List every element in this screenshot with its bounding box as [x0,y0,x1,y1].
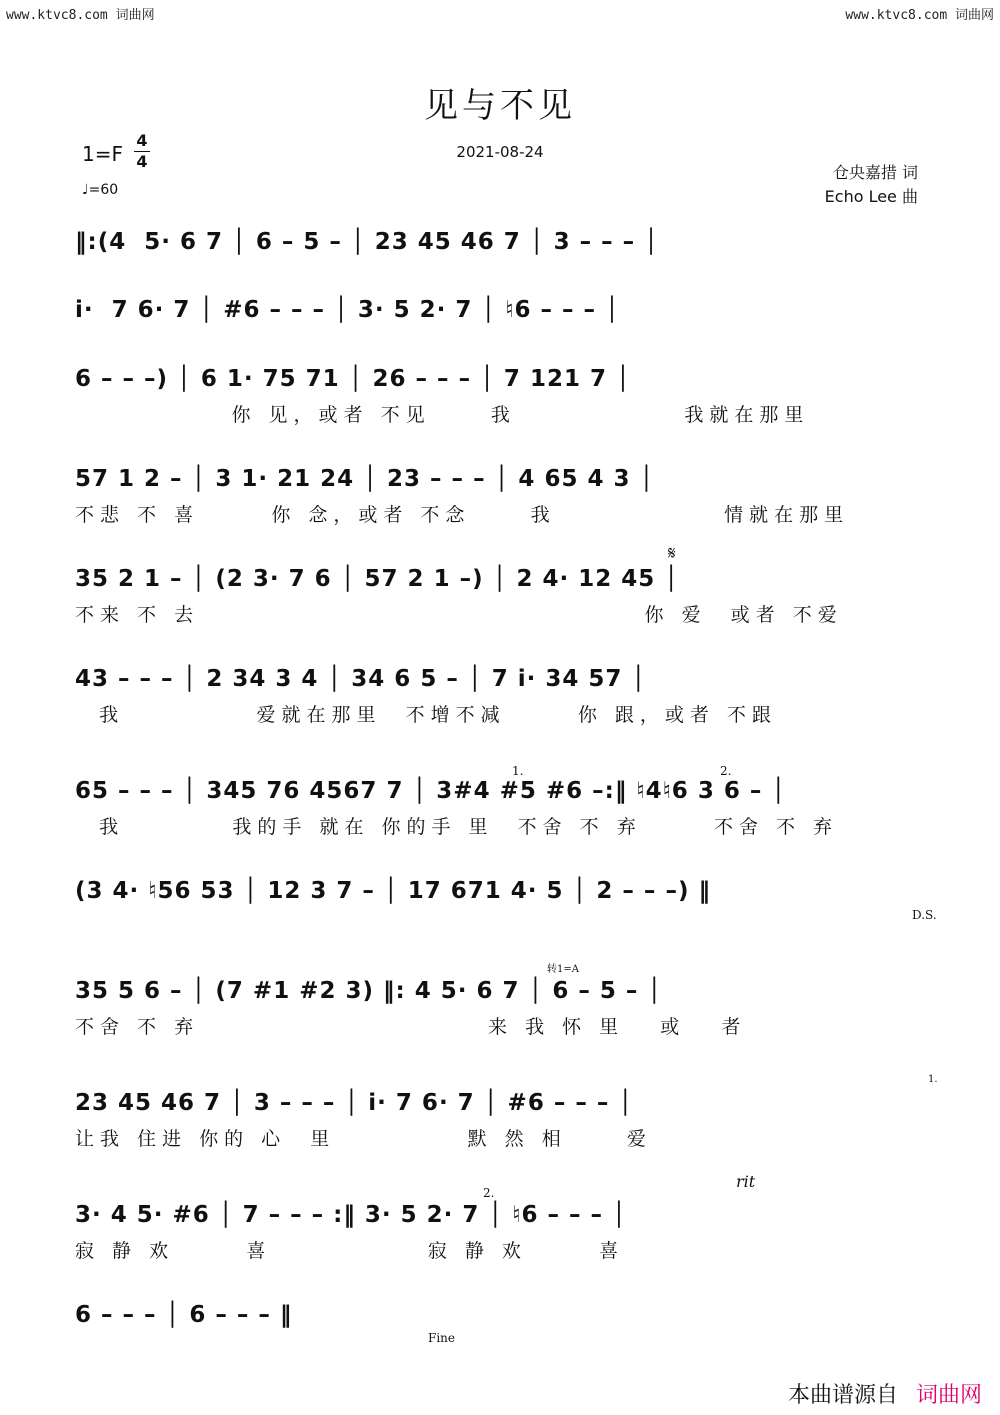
notation-line: 23 45 46 7 │ 3 – – – │ i· 7 6· 7 │ #6 – – – │ [75,1090,634,1116]
notation-line: ‖:(4 5· 6 7 │ 6 – 5 – │ 23 45 46 7 │ 3 – – – │ [75,229,660,255]
tempo-mark: ♩=60 [82,182,119,198]
lyricist-credit: 仓央嘉措 词 [832,163,918,182]
notation-line: 35 5 6 – │ (7 #1 #2 3) ‖: 4 5· 6 7 │ 6 – 5 – │ [75,978,663,1004]
modulation-mark: 转1=A [547,964,579,975]
notation-line: 65 – – – │ 345 76 4567 7 │ 3#4 #5 #6 –:‖ ♮4♮6 3 6 – │ [75,778,787,804]
site-url-right: www.ktvc8.com 词曲网 [845,8,994,23]
notation-line: 57 1 2 – │ 3 1· 21 24 │ 23 – – – │ 4 65 4 3 │ [75,466,655,492]
lyric-line: 寂 静 欢 喜 寂 静 欢 喜 [75,1240,625,1262]
source-footer [788,1378,982,1409]
lyric-line: 你 见，或者 不见 我 我就在那里 [75,404,810,426]
source-text: 本曲谱源自 [787,1383,898,1408]
lyric-line: 不舍 不 弃 来 我 怀 里 或 者 [75,1016,747,1038]
segno-mark: 𝄋 [668,543,676,564]
notation-line: 6 – – –) │ 6 1· 75 71 │ 26 – – – │ 7 121 7 │ [75,366,631,392]
time-signature-top: 4 [136,131,148,150]
lyric-line: 不悲 不 喜 你 念，或者 不念 我 情就在那里 [75,504,850,526]
notation-line: 6 – – – │ 6 – – – ‖ [75,1302,293,1328]
rit-mark: rit [736,1172,756,1191]
time-signature-bottom: 4 [136,152,148,171]
volta-2-mark-b: 2. [483,1186,495,1200]
time-signature [134,132,150,171]
site-url-left: www.ktvc8.com 词曲网 [6,8,155,23]
volta-1-mark: 1. [512,764,524,778]
notation-line: 35 2 1 – │ (2 3· 7 6 │ 57 2 1 –) │ 2 4· 12 45 │ [75,566,680,592]
lyric-line: 我 爱就在那里 不增不减 你 跟，或者 不跟 [75,704,777,726]
volta-1-mark-b: 1. [928,1074,938,1085]
notation-line: 3· 4 5· #6 │ 7 – – – :‖ 3· 5 2· 7 │ ♮6 – – – │ [75,1202,627,1228]
notation-line: i· 7 6· 7 │ #6 – – – │ 3· 5 2· 7 │ ♮6 – – – │ [75,297,620,323]
site-name[interactable]: 词曲网 [915,1383,982,1408]
fine-mark: Fine [428,1331,455,1345]
ds-mark: D.S. [912,908,937,922]
score-date: 2021-08-24 [456,143,544,161]
notation-line: 43 – – – │ 2 34 3 4 │ 34 6 5 – │ 7 i· 34 57 │ [75,666,647,692]
lyric-line: 我 我的手 就在 你的手 里 不舍 不 弃 不舍 不 弃 [75,816,839,838]
key-signature: 1=F [82,142,123,166]
notation-line: (3 4· ♮56 53 │ 12 3 7 – │ 17 671 4· 5 │ 2 – – –) ‖ [75,878,711,904]
volta-2-mark: 2. [720,764,732,778]
lyric-line: 不来 不 去 你 爱 或者 不爱 [75,604,843,626]
composer-credit: Echo Lee 曲 [824,187,918,206]
lyric-line: 让我 住进 你的 心 里 默 然 相 爱 [75,1128,652,1150]
song-title: 见与不见 [424,86,576,126]
